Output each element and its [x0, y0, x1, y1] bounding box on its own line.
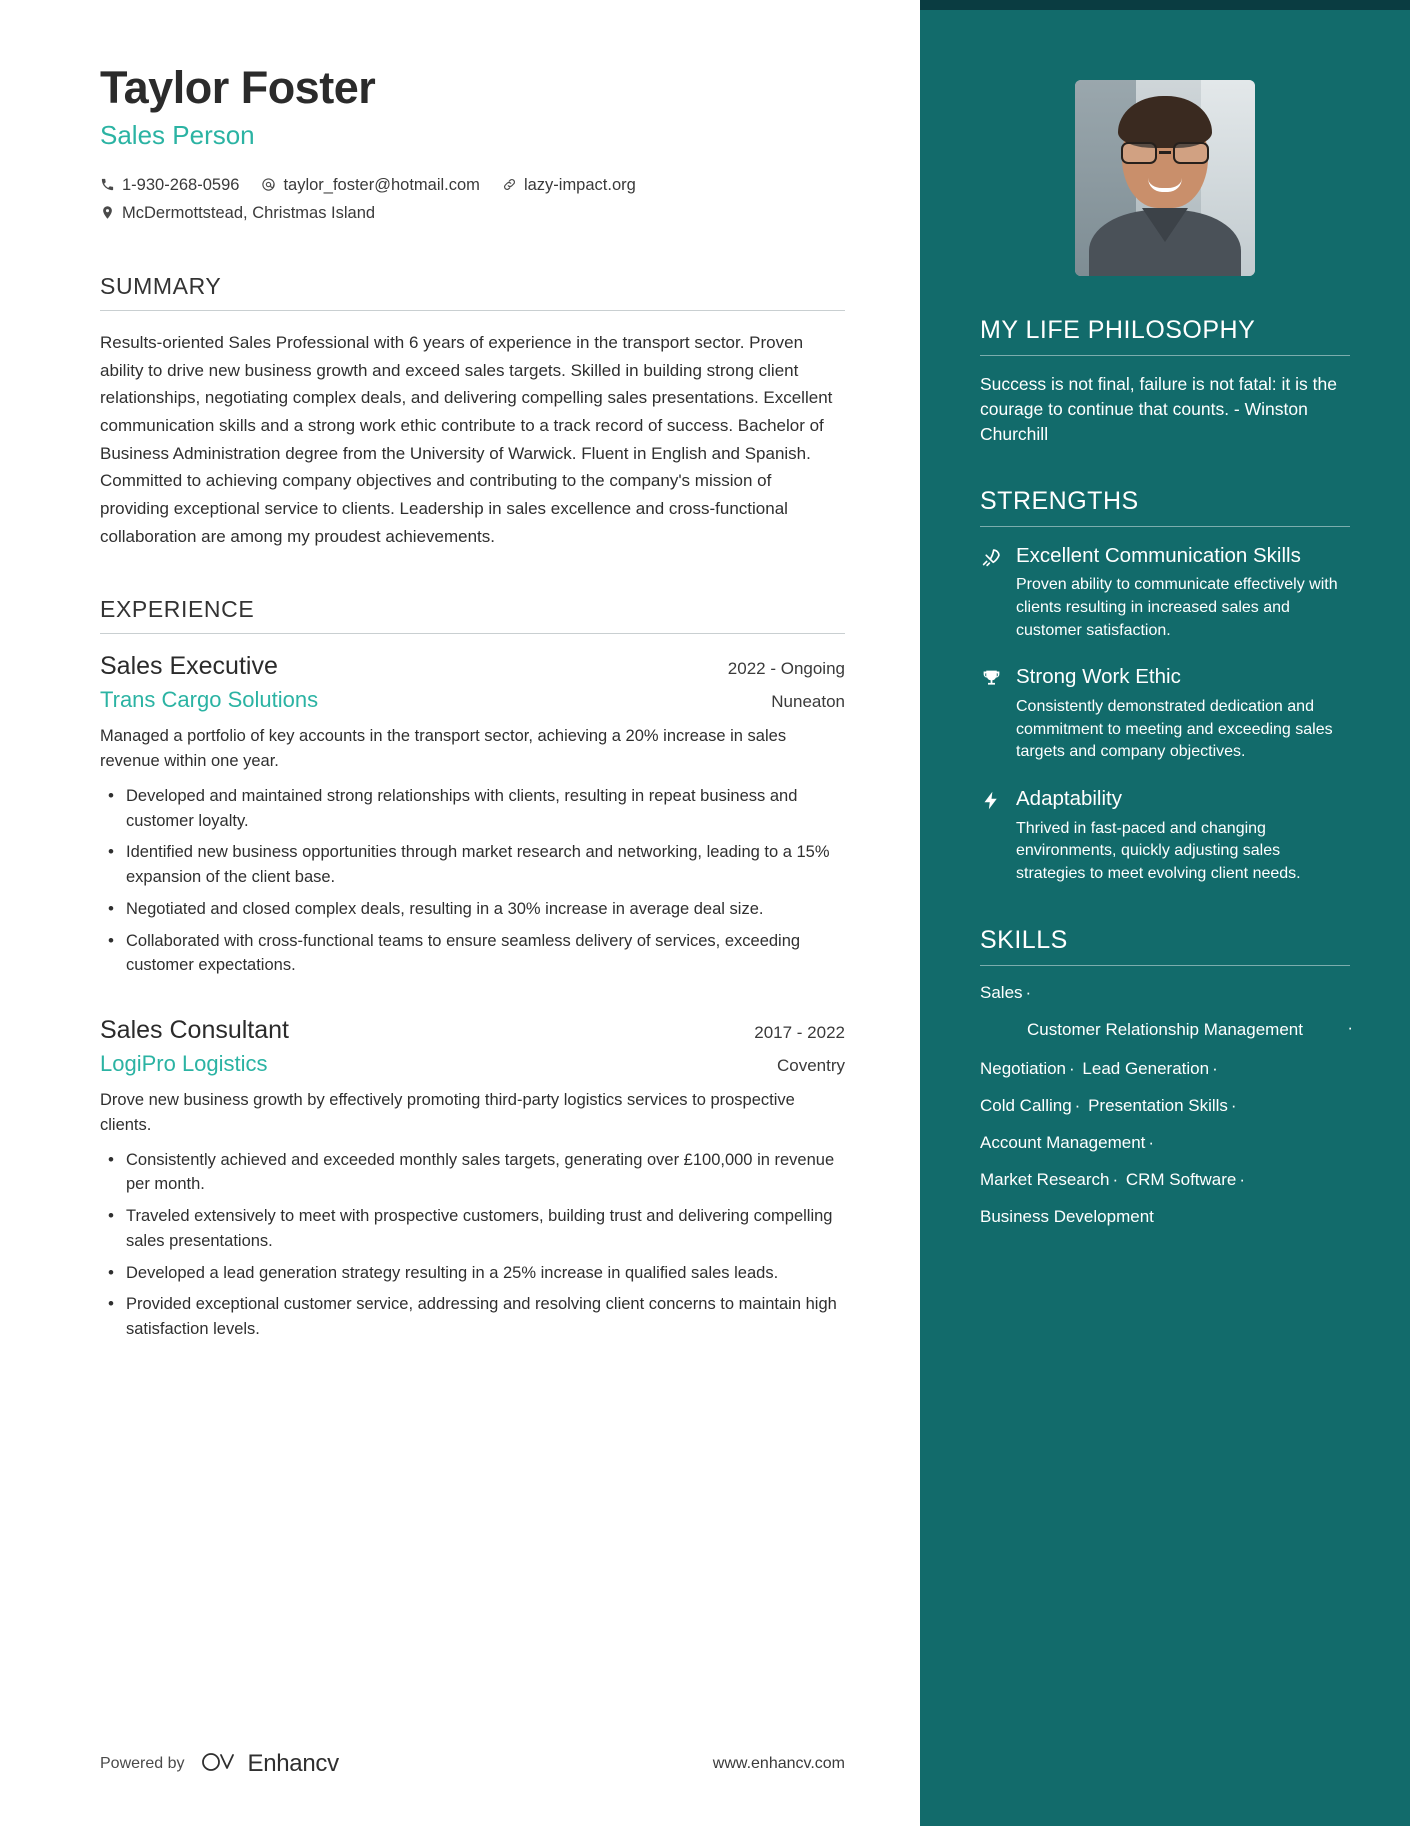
avatar	[1075, 80, 1255, 276]
skill-row: Market Research · CRM Software ·	[980, 1169, 1246, 1189]
philosophy-heading: MY LIFE PHILOSOPHY	[980, 316, 1256, 344]
contact-location	[100, 199, 375, 227]
strength-item	[980, 664, 1350, 764]
job-company: LogiPro Logistics	[100, 1051, 268, 1077]
glasses-icon	[1119, 142, 1211, 164]
experience-item	[100, 1016, 845, 1342]
sidebar	[920, 0, 1410, 1826]
skill-row	[980, 1206, 1350, 1229]
candidate-name: Taylor Foster	[100, 62, 376, 113]
header-block	[100, 62, 845, 227]
job-header	[100, 1016, 845, 1045]
enhancv-mark-icon	[201, 1751, 239, 1778]
link-icon	[502, 177, 517, 192]
skill-row: Negotiation · Lead Generation ·	[980, 1058, 1218, 1078]
bolt-icon	[980, 790, 1002, 811]
skill-item: Sales	[980, 982, 1023, 1002]
skills-heading: SKILLS	[980, 925, 1068, 954]
experience-item	[100, 652, 845, 978]
job-location: Nuneaton	[771, 692, 845, 712]
rocket-icon	[980, 547, 1002, 568]
summary-section	[100, 273, 845, 551]
location-pin-icon	[100, 205, 115, 220]
job-bullet: • Traveled extensively to meet with prospective customers, building trust and delivering compelling sales presentations.	[100, 1204, 845, 1254]
contact-line-2	[100, 199, 845, 227]
email-icon	[261, 177, 276, 192]
strength-item	[980, 786, 1350, 886]
skill-row: Customer Relationship Management ·	[1027, 1017, 1353, 1039]
trophy-icon	[980, 668, 1002, 689]
summary-heading: SUMMARY	[100, 272, 222, 299]
phone-icon	[100, 177, 115, 192]
skills-divider	[980, 965, 1350, 966]
job-bullet: • Provided exceptional customer service, addressing and resolving client concerns to maintain high satisfaction levels.	[100, 1292, 845, 1342]
job-header	[100, 652, 845, 681]
skill-item: Cold Calling	[980, 1095, 1072, 1115]
strength-description: Thrived in fast-paced and changing environments, quickly adjusting sales strategies to meet evolving client needs.	[1016, 819, 1301, 883]
strength-description: Consistently demonstrated dedication and commitment to meeting and exceeding sales targets and company objectives.	[1016, 697, 1333, 761]
job-bullet: • Negotiated and closed complex deals, resulting in a 30% increase in average deal size.	[100, 897, 845, 922]
skill-item: Account Management	[980, 1132, 1146, 1152]
job-bullet: • Developed a lead generation strategy resulting in a 25% increase in qualified sales leads.	[100, 1261, 845, 1286]
skills-list	[980, 982, 1353, 1229]
experience-divider	[100, 633, 845, 634]
strengths-heading: STRENGTHS	[980, 486, 1139, 515]
strength-header	[980, 543, 1350, 569]
contact-website-text: lazy-impact.org	[523, 175, 636, 194]
job-bullet: • Developed and maintained strong relationships with clients, resulting in repeat business and customer loyalty.	[100, 784, 845, 834]
philosophy-divider	[980, 355, 1350, 356]
job-description: Managed a portfolio of key accounts in the transport sector, achieving a 20% increase in sales revenue within one year.	[100, 727, 787, 771]
powered-by-block	[100, 1750, 339, 1778]
job-title: Sales Executive	[100, 652, 278, 681]
contact-phone[interactable]	[100, 171, 239, 199]
job-subheader	[100, 1051, 845, 1077]
job-description: Drove new business growth by effectively promoting third-party logistics services to prospective clients.	[100, 1091, 795, 1134]
skill-item: Market Research	[980, 1169, 1110, 1189]
strength-title: Strong Work Ethic	[1016, 665, 1181, 689]
contact-line-1	[100, 171, 845, 199]
strength-title: Adaptability	[1016, 787, 1122, 811]
enhancv-wordmark: Enhancv	[247, 1750, 339, 1777]
job-location: Coventry	[776, 1056, 845, 1076]
skill-item: Presentation Skills	[1088, 1095, 1228, 1115]
job-bullet: • Consistently achieved and exceeded monthly sales targets, generating over £100,000 in revenue per month.	[100, 1148, 845, 1198]
job-company: Trans Cargo Solutions	[100, 687, 319, 713]
strength-header	[980, 786, 1350, 812]
strength-item	[980, 543, 1350, 643]
philosophy-section	[980, 316, 1350, 447]
job-bullets	[100, 1148, 845, 1342]
enhancv-logo[interactable]	[201, 1750, 339, 1778]
skill-row: Sales ·	[980, 982, 1032, 1002]
contact-phone-text: 1-930-268-0596	[122, 175, 240, 194]
skill-item: Customer Relationship Management	[1027, 1019, 1303, 1039]
summary-text: Results-oriented Sales Professional with 6 years of experience in the transport sector. Proven ability to drive new business growth and exceed sales targets. Skilled in building strong client relationships, negotiating complex deals, and delivering compelling sales presentations. Excellent communication skills and a strong work ethic contribute to a track record of success. Bachelor of Business Administration degree from the University of Warwick. Fluent in English and Spanish. Committed to achieving company objectives and contributing to the company's mission of providing exceptional service to clients. Leadership in sales excellence and cross-functional collaboration are among my proudest achievements.	[100, 332, 833, 546]
skill-item: Negotiation	[980, 1058, 1067, 1078]
philosophy-quote: Success is not final, failure is not fatal: it is the courage to continue that counts. - Winston Churchill	[980, 374, 1337, 444]
contact-info	[100, 171, 845, 227]
avatar-wrap	[980, 80, 1350, 276]
page-footer	[100, 1750, 845, 1778]
strength-description: Proven ability to communicate effectively with clients resulting in increased sales and customer satisfaction.	[1016, 576, 1338, 639]
job-bullet: • Identified new business opportunities through market research and networking, leading to a 15% expansion of the client base.	[100, 840, 845, 890]
footer-website[interactable]: www.enhancv.com	[712, 1755, 845, 1772]
strengths-section	[980, 487, 1350, 886]
job-dates: 2017 - 2022	[754, 1023, 845, 1043]
job-bullets	[100, 784, 845, 978]
job-dates: 2022 - Ongoing	[727, 659, 845, 679]
summary-divider	[100, 310, 845, 311]
contact-location-text: McDermottstead, Christmas Island	[122, 203, 376, 222]
powered-by-label: Powered by	[100, 1755, 185, 1772]
skill-row: Account Management ·	[980, 1132, 1155, 1152]
skills-section	[980, 925, 1353, 1229]
experience-heading: EXPERIENCE	[100, 596, 255, 623]
job-title: Sales Consultant	[100, 1016, 290, 1045]
contact-website[interactable]	[502, 171, 636, 199]
strengths-divider	[980, 526, 1350, 527]
skill-row: Cold Calling · Presentation Skills ·	[980, 1095, 1237, 1115]
experience-section	[100, 596, 845, 1342]
job-bullet: • Collaborated with cross-functional teams to ensure seamless delivery of services, exceeding customer expectations.	[100, 929, 845, 979]
skill-item: Business Development	[980, 1206, 1154, 1226]
contact-email-text: taylor_foster@hotmail.com	[283, 175, 480, 194]
skill-item: Lead Generation	[1082, 1058, 1210, 1078]
candidate-role: Sales Person	[100, 119, 255, 150]
job-subheader	[100, 687, 845, 713]
contact-email[interactable]	[261, 171, 480, 199]
strength-title: Excellent Communication Skills	[1016, 543, 1301, 567]
skill-item: CRM Software	[1125, 1169, 1237, 1189]
strength-header	[980, 664, 1350, 690]
